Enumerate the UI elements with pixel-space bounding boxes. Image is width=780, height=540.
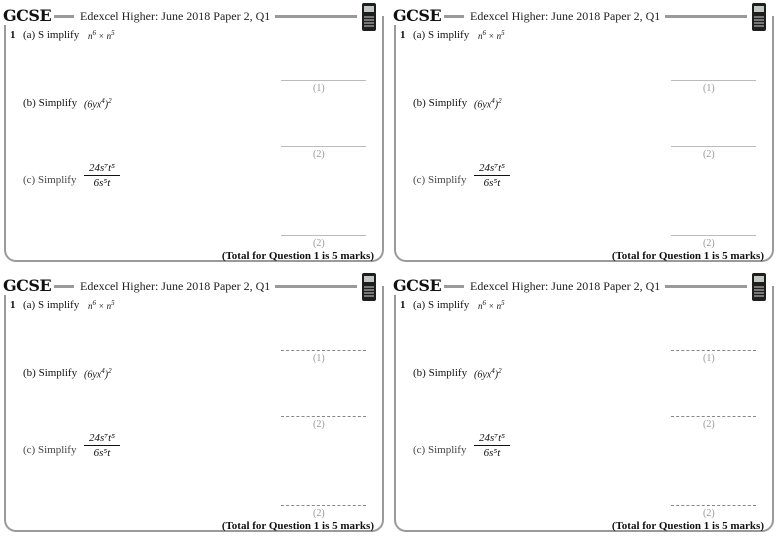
mark-b: (2) — [703, 149, 715, 160]
part-b-label: (b) Simplify — [413, 367, 468, 379]
mark-c: (2) — [703, 508, 715, 519]
answer-line-c[interactable] — [281, 235, 366, 236]
calculator-icon — [362, 3, 376, 31]
part-c-label: (c) Simplify — [413, 174, 467, 186]
card-frame — [394, 286, 774, 532]
part-b-label: (b) Simplify — [23, 367, 78, 379]
question-card-bottom-left — [0, 270, 390, 540]
answer-line-a[interactable] — [281, 80, 366, 81]
gcse-brand: GCSE — [393, 6, 444, 25]
fraction-denominator: 6s⁵t — [93, 177, 111, 189]
answer-line-c[interactable] — [671, 235, 756, 236]
total-marks: (Total for Question 1 is 5 marks) — [221, 520, 374, 532]
part-a-expression: $n^6 \times n^5$ — [88, 29, 115, 41]
calculator-icon — [362, 273, 376, 301]
part-c-fraction — [84, 432, 120, 459]
part-a-label: (a) S implify — [413, 299, 470, 311]
part-a-label: (a) S implify — [23, 29, 80, 41]
mark-b: (2) — [703, 419, 715, 430]
calculator-icon — [752, 273, 766, 301]
header-rule — [442, 285, 464, 288]
mark-a: (1) — [313, 353, 325, 364]
card-frame — [4, 16, 384, 262]
header-rule — [52, 15, 74, 18]
card-frame — [4, 286, 384, 532]
total-marks: (Total for Question 1 is 5 marks) — [221, 250, 374, 262]
fraction-numerator: 24s⁷t⁵ — [479, 432, 505, 444]
paper-title: Edexcel Higher: June 2018 Paper 2, Q1 — [80, 279, 271, 293]
answer-line-a[interactable] — [281, 350, 366, 351]
question-card-top-right — [390, 0, 780, 270]
total-marks: (Total for Question 1 is 5 marks) — [611, 520, 764, 532]
header-rule — [275, 15, 357, 18]
part-c-fraction — [474, 432, 510, 459]
header-rule — [275, 285, 357, 288]
question-number: 1 — [10, 29, 16, 41]
part-b-expression: $(6yx^4)^2$ — [474, 97, 502, 111]
answer-line-a[interactable] — [671, 350, 756, 351]
part-a-label: (a) S implify — [413, 29, 470, 41]
fraction-numerator: 24s⁷t⁵ — [89, 162, 115, 174]
answer-line-b[interactable] — [671, 146, 756, 147]
part-c-label: (c) Simplify — [23, 174, 77, 186]
answer-line-b[interactable] — [281, 416, 366, 417]
answer-line-b[interactable] — [281, 146, 366, 147]
total-marks: (Total for Question 1 is 5 marks) — [611, 250, 764, 262]
paper-title: Edexcel Higher: June 2018 Paper 2, Q1 — [470, 9, 661, 23]
fraction-denominator: 6s⁵t — [93, 447, 111, 459]
answer-line-a[interactable] — [671, 80, 756, 81]
part-b-label: (b) Simplify — [413, 97, 468, 109]
header-rule — [665, 285, 747, 288]
fraction-numerator: 24s⁷t⁵ — [89, 432, 115, 444]
gcse-brand: GCSE — [3, 6, 54, 25]
part-b-expression: $(6yx^4)^2$ — [84, 97, 112, 111]
mark-b: (2) — [313, 149, 325, 160]
gcse-brand: GCSE — [393, 276, 444, 295]
header-rule — [52, 285, 74, 288]
question-card-bottom-right — [390, 270, 780, 540]
mark-b: (2) — [313, 419, 325, 430]
mark-a: (1) — [703, 353, 715, 364]
fraction-denominator: 6s⁵t — [483, 177, 501, 189]
part-b-expression: $(6yx^4)^2$ — [474, 367, 502, 381]
mark-a: (1) — [703, 83, 715, 94]
part-a-expression: $n^6 \times n^5$ — [88, 299, 115, 311]
answer-line-c[interactable] — [671, 505, 756, 506]
answer-line-b[interactable] — [671, 416, 756, 417]
mark-c: (2) — [313, 508, 325, 519]
fraction-numerator: 24s⁷t⁵ — [479, 162, 505, 174]
question-number: 1 — [10, 299, 16, 311]
question-number: 1 — [400, 299, 406, 311]
answer-line-c[interactable] — [281, 505, 366, 506]
part-c-fraction — [474, 162, 510, 189]
part-b-label: (b) Simplify — [23, 97, 78, 109]
header-rule — [442, 15, 464, 18]
part-a-expression: $n^6 \times n^5$ — [478, 299, 505, 311]
part-c-fraction — [84, 162, 120, 189]
question-card-top-left — [0, 0, 390, 270]
calculator-icon — [752, 3, 766, 31]
part-c-label: (c) Simplify — [413, 444, 467, 456]
part-a-expression: $n^6 \times n^5$ — [478, 29, 505, 41]
paper-title: Edexcel Higher: June 2018 Paper 2, Q1 — [80, 9, 271, 23]
paper-title: Edexcel Higher: June 2018 Paper 2, Q1 — [470, 279, 661, 293]
mark-c: (2) — [313, 238, 325, 249]
fraction-denominator: 6s⁵t — [483, 447, 501, 459]
part-a-label: (a) S implify — [23, 299, 80, 311]
mark-a: (1) — [313, 83, 325, 94]
gcse-brand: GCSE — [3, 276, 54, 295]
part-c-label: (c) Simplify — [23, 444, 77, 456]
mark-c: (2) — [703, 238, 715, 249]
header-rule — [665, 15, 747, 18]
card-frame — [394, 16, 774, 262]
question-number: 1 — [400, 29, 406, 41]
part-b-expression: $(6yx^4)^2$ — [84, 367, 112, 381]
